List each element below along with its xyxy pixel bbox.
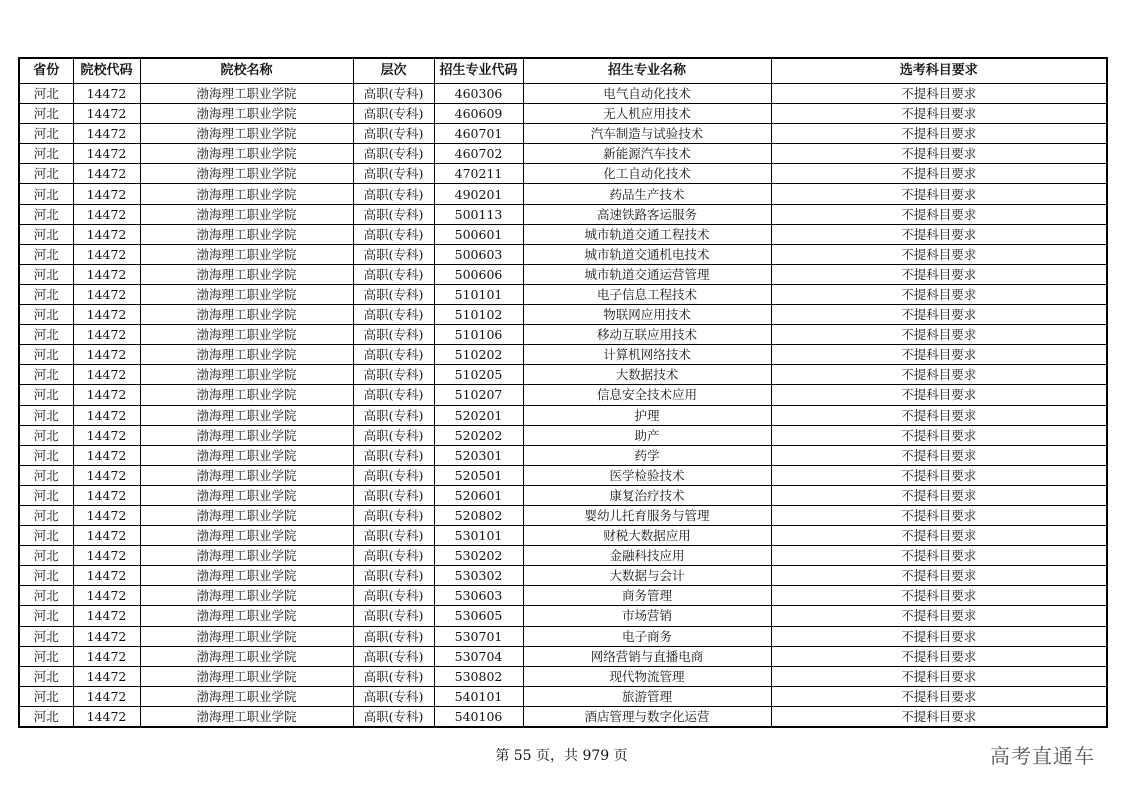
cell-major-code: 510207	[434, 385, 523, 405]
cell-province: 河北	[19, 606, 73, 626]
cell-school-name: 渤海理工职业学院	[140, 626, 353, 646]
cell-province: 河北	[19, 325, 73, 345]
cell-school-name: 渤海理工职业学院	[140, 244, 353, 264]
cell-school-code: 14472	[73, 485, 140, 505]
cell-school-name: 渤海理工职业学院	[140, 84, 353, 104]
table-row	[19, 666, 1107, 686]
cell-school-name: 渤海理工职业学院	[140, 485, 353, 505]
cell-major-code: 510101	[434, 284, 523, 304]
column-header-major-code: 招生专业代码	[434, 58, 523, 84]
cell-major-code: 470211	[434, 164, 523, 184]
cell-level: 高职(专科)	[353, 646, 434, 666]
cell-subject-requirement: 不提科目要求	[771, 104, 1107, 124]
cell-subject-requirement: 不提科目要求	[771, 526, 1107, 546]
cell-school-name: 渤海理工职业学院	[140, 204, 353, 224]
cell-major-name: 婴幼儿托育服务与管理	[523, 505, 771, 525]
cell-province: 河北	[19, 264, 73, 284]
cell-school-code: 14472	[73, 224, 140, 244]
cell-school-code: 14472	[73, 526, 140, 546]
cell-major-name: 计算机网络技术	[523, 345, 771, 365]
cell-subject-requirement: 不提科目要求	[771, 184, 1107, 204]
table-row	[19, 385, 1107, 405]
cell-level: 高职(专科)	[353, 485, 434, 505]
cell-school-name: 渤海理工职业学院	[140, 385, 353, 405]
cell-province: 河北	[19, 104, 73, 124]
cell-school-code: 14472	[73, 144, 140, 164]
cell-school-code: 14472	[73, 164, 140, 184]
table-row	[19, 566, 1107, 586]
cell-province: 河北	[19, 244, 73, 264]
cell-major-name: 电气自动化技术	[523, 84, 771, 104]
cell-subject-requirement: 不提科目要求	[771, 305, 1107, 325]
cell-school-code: 14472	[73, 405, 140, 425]
cell-school-code: 14472	[73, 104, 140, 124]
cell-major-code: 530704	[434, 646, 523, 666]
cell-major-code: 500113	[434, 204, 523, 224]
cell-subject-requirement: 不提科目要求	[771, 566, 1107, 586]
cell-major-name: 无人机应用技术	[523, 104, 771, 124]
cell-province: 河北	[19, 124, 73, 144]
cell-level: 高职(专科)	[353, 144, 434, 164]
admission-table-container	[18, 57, 1106, 728]
column-header-level: 层次	[353, 58, 434, 84]
cell-major-name: 市场营销	[523, 606, 771, 626]
cell-level: 高职(专科)	[353, 204, 434, 224]
cell-school-name: 渤海理工职业学院	[140, 104, 353, 124]
cell-major-name: 商务管理	[523, 586, 771, 606]
cell-school-name: 渤海理工职业学院	[140, 586, 353, 606]
cell-school-name: 渤海理工职业学院	[140, 124, 353, 144]
cell-province: 河北	[19, 305, 73, 325]
cell-major-name: 城市轨道交通运营管理	[523, 264, 771, 284]
cell-school-code: 14472	[73, 626, 140, 646]
cell-major-name: 电子商务	[523, 626, 771, 646]
cell-level: 高职(专科)	[353, 526, 434, 546]
cell-province: 河北	[19, 686, 73, 706]
cell-subject-requirement: 不提科目要求	[771, 465, 1107, 485]
cell-school-name: 渤海理工职业学院	[140, 546, 353, 566]
table-row	[19, 465, 1107, 485]
cell-province: 河北	[19, 385, 73, 405]
cell-subject-requirement: 不提科目要求	[771, 144, 1107, 164]
cell-level: 高职(专科)	[353, 385, 434, 405]
cell-province: 河北	[19, 405, 73, 425]
cell-major-name: 护理	[523, 405, 771, 425]
cell-level: 高职(专科)	[353, 345, 434, 365]
cell-major-code: 510205	[434, 365, 523, 385]
cell-subject-requirement: 不提科目要求	[771, 325, 1107, 345]
cell-subject-requirement: 不提科目要求	[771, 485, 1107, 505]
page-number: 第 55 页，共 979 页	[495, 748, 628, 764]
table-row	[19, 686, 1107, 706]
cell-major-name: 现代物流管理	[523, 666, 771, 686]
cell-subject-requirement: 不提科目要求	[771, 646, 1107, 666]
table-row	[19, 546, 1107, 566]
cell-level: 高职(专科)	[353, 184, 434, 204]
table-row	[19, 84, 1107, 104]
cell-level: 高职(专科)	[353, 224, 434, 244]
cell-province: 河北	[19, 184, 73, 204]
cell-school-name: 渤海理工职业学院	[140, 465, 353, 485]
table-row	[19, 184, 1107, 204]
cell-school-name: 渤海理工职业学院	[140, 526, 353, 546]
cell-major-name: 康复治疗技术	[523, 485, 771, 505]
cell-level: 高职(专科)	[353, 606, 434, 626]
cell-school-name: 渤海理工职业学院	[140, 284, 353, 304]
table-row	[19, 284, 1107, 304]
cell-subject-requirement: 不提科目要求	[771, 284, 1107, 304]
cell-level: 高职(专科)	[353, 566, 434, 586]
cell-subject-requirement: 不提科目要求	[771, 84, 1107, 104]
cell-level: 高职(专科)	[353, 405, 434, 425]
column-header-subject-requirement: 选考科目要求	[771, 58, 1107, 84]
table-row	[19, 706, 1107, 727]
cell-major-code: 510202	[434, 345, 523, 365]
cell-major-name: 财税大数据应用	[523, 526, 771, 546]
cell-school-code: 14472	[73, 365, 140, 385]
cell-province: 河北	[19, 706, 73, 727]
cell-major-name: 新能源汽车技术	[523, 144, 771, 164]
table-row	[19, 244, 1107, 264]
cell-school-code: 14472	[73, 646, 140, 666]
cell-level: 高职(专科)	[353, 465, 434, 485]
cell-school-name: 渤海理工职业学院	[140, 264, 353, 284]
cell-school-code: 14472	[73, 666, 140, 686]
cell-school-code: 14472	[73, 445, 140, 465]
cell-major-code: 530202	[434, 546, 523, 566]
cell-subject-requirement: 不提科目要求	[771, 505, 1107, 525]
table-row	[19, 586, 1107, 606]
cell-major-name: 旅游管理	[523, 686, 771, 706]
cell-province: 河北	[19, 566, 73, 586]
cell-major-name: 网络营销与直播电商	[523, 646, 771, 666]
table-row	[19, 526, 1107, 546]
cell-level: 高职(专科)	[353, 686, 434, 706]
table-row	[19, 124, 1107, 144]
cell-school-name: 渤海理工职业学院	[140, 666, 353, 686]
cell-major-code: 500603	[434, 244, 523, 264]
cell-subject-requirement: 不提科目要求	[771, 244, 1107, 264]
cell-subject-requirement: 不提科目要求	[771, 124, 1107, 144]
table-row	[19, 445, 1107, 465]
cell-school-code: 14472	[73, 586, 140, 606]
cell-major-code: 530605	[434, 606, 523, 626]
cell-major-code: 530802	[434, 666, 523, 686]
cell-school-code: 14472	[73, 686, 140, 706]
cell-province: 河北	[19, 626, 73, 646]
cell-school-name: 渤海理工职业学院	[140, 224, 353, 244]
cell-major-name: 汽车制造与试验技术	[523, 124, 771, 144]
cell-level: 高职(专科)	[353, 445, 434, 465]
cell-major-name: 化工自动化技术	[523, 164, 771, 184]
column-header-school-code: 院校代码	[73, 58, 140, 84]
cell-major-name: 金融科技应用	[523, 546, 771, 566]
cell-major-code: 510102	[434, 305, 523, 325]
cell-school-name: 渤海理工职业学院	[140, 606, 353, 626]
cell-school-name: 渤海理工职业学院	[140, 686, 353, 706]
cell-school-code: 14472	[73, 325, 140, 345]
cell-school-code: 14472	[73, 385, 140, 405]
cell-major-code: 510106	[434, 325, 523, 345]
cell-school-name: 渤海理工职业学院	[140, 305, 353, 325]
cell-major-code: 520802	[434, 505, 523, 525]
cell-province: 河北	[19, 666, 73, 686]
cell-level: 高职(专科)	[353, 244, 434, 264]
cell-major-name: 医学检验技术	[523, 465, 771, 485]
cell-major-code: 490201	[434, 184, 523, 204]
cell-major-code: 540106	[434, 706, 523, 727]
cell-major-code: 540101	[434, 686, 523, 706]
cell-province: 河北	[19, 586, 73, 606]
cell-province: 河北	[19, 284, 73, 304]
cell-level: 高职(专科)	[353, 84, 434, 104]
cell-school-name: 渤海理工职业学院	[140, 445, 353, 465]
cell-subject-requirement: 不提科目要求	[771, 686, 1107, 706]
cell-level: 高职(专科)	[353, 164, 434, 184]
cell-subject-requirement: 不提科目要求	[771, 586, 1107, 606]
table-row	[19, 626, 1107, 646]
table-row	[19, 164, 1107, 184]
cell-major-name: 药学	[523, 445, 771, 465]
table-row	[19, 144, 1107, 164]
cell-level: 高职(专科)	[353, 626, 434, 646]
watermark-text: 高考直通车	[990, 744, 1095, 768]
cell-subject-requirement: 不提科目要求	[771, 445, 1107, 465]
cell-major-code: 520202	[434, 425, 523, 445]
cell-school-code: 14472	[73, 606, 140, 626]
cell-subject-requirement: 不提科目要求	[771, 224, 1107, 244]
cell-province: 河北	[19, 345, 73, 365]
cell-level: 高职(专科)	[353, 546, 434, 566]
cell-school-name: 渤海理工职业学院	[140, 144, 353, 164]
cell-province: 河北	[19, 546, 73, 566]
cell-school-code: 14472	[73, 204, 140, 224]
cell-school-code: 14472	[73, 465, 140, 485]
column-header-school-name: 院校名称	[140, 58, 353, 84]
cell-major-name: 信息安全技术应用	[523, 385, 771, 405]
cell-province: 河北	[19, 465, 73, 485]
cell-major-code: 500601	[434, 224, 523, 244]
cell-school-code: 14472	[73, 305, 140, 325]
cell-major-code: 460609	[434, 104, 523, 124]
cell-level: 高职(专科)	[353, 666, 434, 686]
table-row	[19, 224, 1107, 244]
cell-subject-requirement: 不提科目要求	[771, 264, 1107, 284]
cell-level: 高职(专科)	[353, 124, 434, 144]
cell-major-code: 520201	[434, 405, 523, 425]
cell-major-name: 药品生产技术	[523, 184, 771, 204]
cell-school-name: 渤海理工职业学院	[140, 164, 353, 184]
cell-school-name: 渤海理工职业学院	[140, 646, 353, 666]
table-row	[19, 485, 1107, 505]
cell-school-name: 渤海理工职业学院	[140, 425, 353, 445]
cell-school-code: 14472	[73, 264, 140, 284]
cell-major-code: 460306	[434, 84, 523, 104]
table-body	[19, 84, 1107, 728]
cell-subject-requirement: 不提科目要求	[771, 345, 1107, 365]
cell-subject-requirement: 不提科目要求	[771, 425, 1107, 445]
cell-subject-requirement: 不提科目要求	[771, 706, 1107, 727]
table-row	[19, 204, 1107, 224]
cell-major-code: 520501	[434, 465, 523, 485]
table-header-row	[19, 58, 1107, 84]
cell-level: 高职(专科)	[353, 425, 434, 445]
cell-subject-requirement: 不提科目要求	[771, 365, 1107, 385]
table-row	[19, 345, 1107, 365]
cell-subject-requirement: 不提科目要求	[771, 204, 1107, 224]
cell-subject-requirement: 不提科目要求	[771, 666, 1107, 686]
cell-major-name: 大数据与会计	[523, 566, 771, 586]
cell-province: 河北	[19, 445, 73, 465]
cell-major-name: 大数据技术	[523, 365, 771, 385]
cell-subject-requirement: 不提科目要求	[771, 546, 1107, 566]
table-row	[19, 104, 1107, 124]
cell-school-name: 渤海理工职业学院	[140, 345, 353, 365]
cell-major-name: 城市轨道交通工程技术	[523, 224, 771, 244]
cell-province: 河北	[19, 526, 73, 546]
cell-major-code: 530302	[434, 566, 523, 586]
table-row	[19, 646, 1107, 666]
cell-province: 河北	[19, 84, 73, 104]
cell-major-code: 520301	[434, 445, 523, 465]
cell-school-name: 渤海理工职业学院	[140, 325, 353, 345]
cell-province: 河北	[19, 425, 73, 445]
cell-province: 河北	[19, 646, 73, 666]
cell-school-code: 14472	[73, 566, 140, 586]
cell-school-code: 14472	[73, 124, 140, 144]
cell-major-name: 城市轨道交通机电技术	[523, 244, 771, 264]
cell-school-code: 14472	[73, 546, 140, 566]
cell-province: 河北	[19, 144, 73, 164]
cell-subject-requirement: 不提科目要求	[771, 405, 1107, 425]
table-row	[19, 365, 1107, 385]
cell-level: 高职(专科)	[353, 305, 434, 325]
cell-level: 高职(专科)	[353, 586, 434, 606]
cell-level: 高职(专科)	[353, 104, 434, 124]
cell-major-code: 500606	[434, 264, 523, 284]
cell-level: 高职(专科)	[353, 505, 434, 525]
cell-province: 河北	[19, 204, 73, 224]
cell-level: 高职(专科)	[353, 284, 434, 304]
cell-major-name: 物联网应用技术	[523, 305, 771, 325]
cell-major-code: 530701	[434, 626, 523, 646]
cell-level: 高职(专科)	[353, 365, 434, 385]
cell-province: 河北	[19, 485, 73, 505]
cell-school-code: 14472	[73, 284, 140, 304]
cell-major-name: 高速铁路客运服务	[523, 204, 771, 224]
column-header-province: 省份	[19, 58, 73, 84]
cell-level: 高职(专科)	[353, 325, 434, 345]
cell-school-code: 14472	[73, 184, 140, 204]
cell-school-code: 14472	[73, 425, 140, 445]
cell-major-name: 助产	[523, 425, 771, 445]
cell-school-name: 渤海理工职业学院	[140, 184, 353, 204]
table-row	[19, 264, 1107, 284]
cell-subject-requirement: 不提科目要求	[771, 164, 1107, 184]
cell-school-code: 14472	[73, 505, 140, 525]
cell-school-code: 14472	[73, 84, 140, 104]
cell-major-code: 530603	[434, 586, 523, 606]
cell-school-name: 渤海理工职业学院	[140, 706, 353, 727]
cell-province: 河北	[19, 164, 73, 184]
cell-major-code: 530101	[434, 526, 523, 546]
cell-major-name: 移动互联应用技术	[523, 325, 771, 345]
cell-school-code: 14472	[73, 244, 140, 264]
cell-major-code: 460701	[434, 124, 523, 144]
cell-province: 河北	[19, 505, 73, 525]
cell-school-name: 渤海理工职业学院	[140, 405, 353, 425]
cell-school-name: 渤海理工职业学院	[140, 566, 353, 586]
cell-province: 河北	[19, 224, 73, 244]
table-row	[19, 305, 1107, 325]
cell-province: 河北	[19, 365, 73, 385]
admission-table	[18, 57, 1108, 728]
cell-level: 高职(专科)	[353, 706, 434, 727]
table-row	[19, 325, 1107, 345]
table-row	[19, 425, 1107, 445]
cell-major-name: 酒店管理与数字化运营	[523, 706, 771, 727]
cell-major-code: 460702	[434, 144, 523, 164]
cell-subject-requirement: 不提科目要求	[771, 385, 1107, 405]
cell-school-code: 14472	[73, 345, 140, 365]
cell-school-code: 14472	[73, 706, 140, 727]
table-row	[19, 606, 1107, 626]
table-row	[19, 505, 1107, 525]
column-header-major-name: 招生专业名称	[523, 58, 771, 84]
cell-subject-requirement: 不提科目要求	[771, 606, 1107, 626]
cell-major-name: 电子信息工程技术	[523, 284, 771, 304]
cell-level: 高职(专科)	[353, 264, 434, 284]
table-row	[19, 405, 1107, 425]
cell-subject-requirement: 不提科目要求	[771, 626, 1107, 646]
cell-major-code: 520601	[434, 485, 523, 505]
cell-school-name: 渤海理工职业学院	[140, 505, 353, 525]
cell-school-name: 渤海理工职业学院	[140, 365, 353, 385]
